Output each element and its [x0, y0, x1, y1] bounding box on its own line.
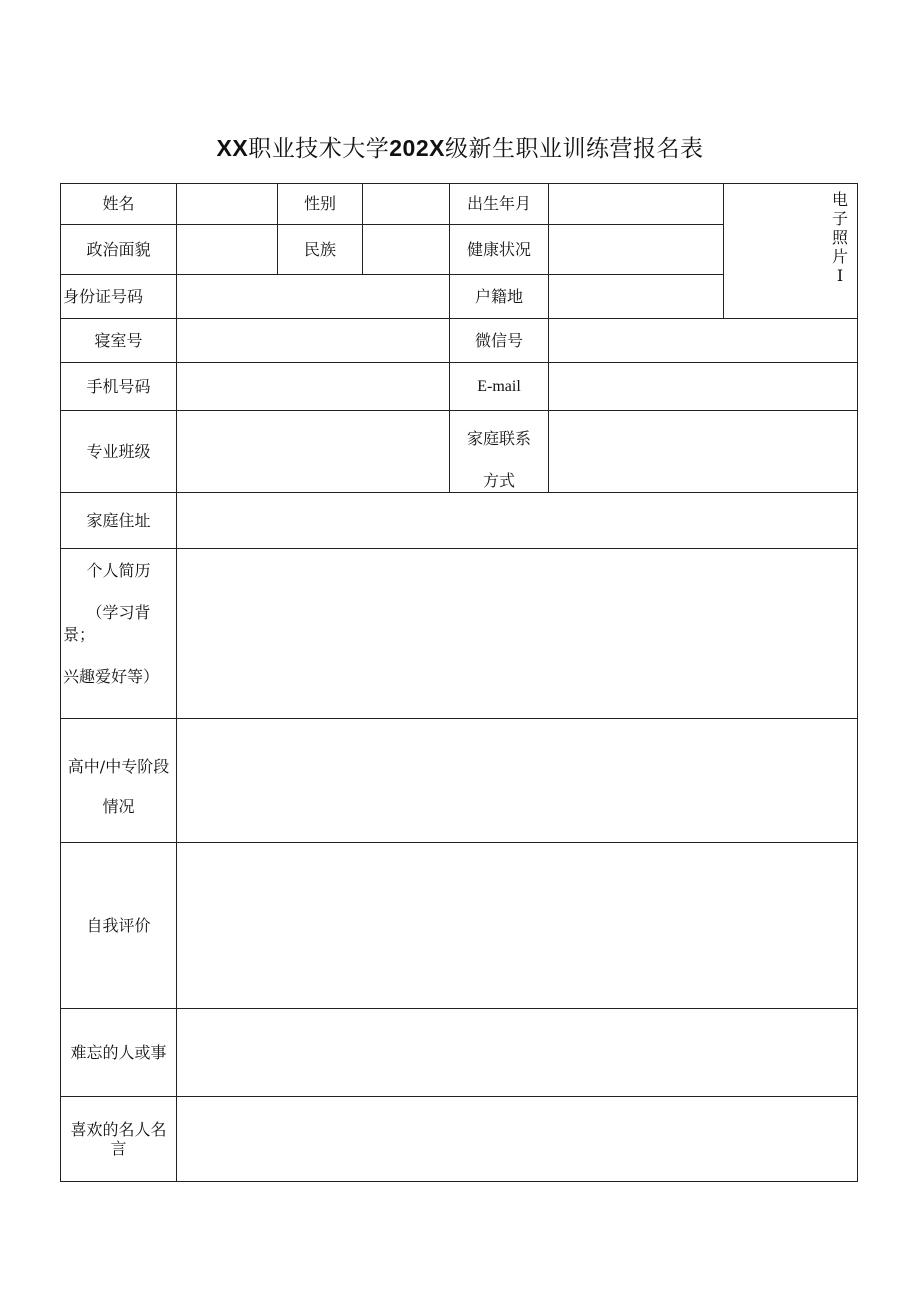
highschool-line1: 高中/中专阶段 — [67, 757, 170, 776]
name-field[interactable] — [177, 184, 278, 225]
address-label: 家庭住址 — [61, 493, 177, 549]
title-mid: 职业技术大学 — [248, 136, 390, 162]
birth-field[interactable] — [549, 184, 724, 225]
health-label: 健康状况 — [450, 225, 549, 275]
wechat-label: 微信号 — [450, 319, 549, 363]
memorable-field[interactable] — [177, 1009, 858, 1097]
ethnicity-label: 民族 — [278, 225, 363, 275]
highschool-label — [61, 719, 177, 843]
resume-line4: 兴趣爱好等） — [63, 667, 160, 686]
health-field[interactable] — [549, 225, 724, 275]
photo-cell[interactable] — [724, 184, 858, 319]
highschool-line2: 情况 — [102, 797, 135, 816]
page-title — [0, 130, 920, 163]
resume-line2: （学习背 — [86, 603, 151, 622]
resume-line3: 景； — [63, 625, 96, 644]
self-eval-field[interactable] — [177, 843, 858, 1009]
resume-field[interactable] — [177, 549, 858, 719]
resume-line1: 个人简历 — [86, 561, 151, 580]
dorm-label: 寝室号 — [61, 319, 177, 363]
memorable-label: 难忘的人或事 — [61, 1009, 177, 1097]
major-field[interactable] — [177, 411, 450, 493]
family-contact-line1: 家庭联系 — [466, 429, 531, 448]
quote-field[interactable] — [177, 1097, 858, 1182]
household-field[interactable] — [549, 275, 724, 319]
politics-label: 政治面貌 — [61, 225, 177, 275]
email-label: E-mail — [450, 363, 549, 411]
title-year: 202X — [389, 135, 445, 161]
ethnicity-field[interactable] — [363, 225, 450, 275]
wechat-field[interactable] — [549, 319, 858, 363]
phone-label: 手机号码 — [61, 363, 177, 411]
quote-label: 喜欢的名人名言 — [61, 1097, 177, 1182]
email-field[interactable] — [549, 363, 858, 411]
name-label: 姓名 — [61, 184, 177, 225]
address-field[interactable] — [177, 493, 858, 549]
birth-label: 出生年月 — [450, 184, 549, 225]
photo-label: 电子照片I — [831, 190, 848, 285]
family-contact-line2: 方式 — [482, 471, 515, 490]
family-contact-label — [450, 411, 549, 493]
major-label: 专业班级 — [61, 411, 177, 493]
household-label: 户籍地 — [450, 275, 549, 319]
gender-label: 性别 — [278, 184, 363, 225]
politics-field[interactable] — [177, 225, 278, 275]
id-field[interactable] — [177, 275, 450, 319]
dorm-field[interactable] — [177, 319, 450, 363]
resume-label — [61, 549, 177, 719]
phone-field[interactable] — [177, 363, 450, 411]
title-prefix: XX — [216, 135, 249, 161]
id-label: 身份证号码 — [61, 275, 177, 319]
highschool-field[interactable] — [177, 719, 858, 843]
title-suffix: 级新生职业训练营报名表 — [444, 136, 704, 162]
family-contact-field[interactable] — [549, 411, 858, 493]
registration-form-table — [60, 183, 858, 1182]
gender-field[interactable] — [363, 184, 450, 225]
self-eval-label: 自我评价 — [61, 843, 177, 1009]
